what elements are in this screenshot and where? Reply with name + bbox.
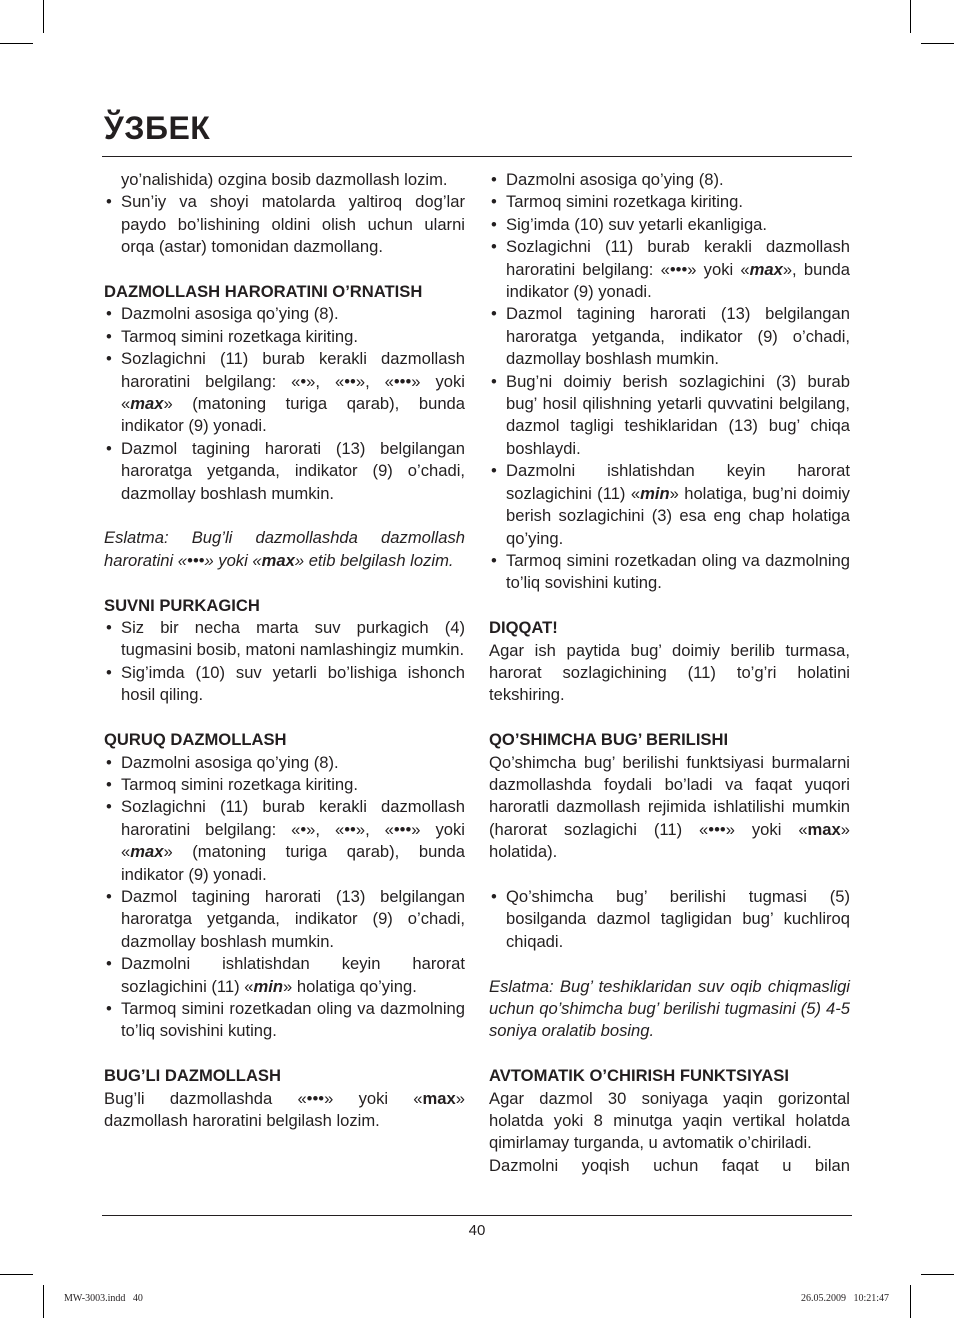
page-number: 40 [468, 1222, 486, 1239]
intro-list [104, 191, 465, 258]
section-heading-temperature: DAZMOLLASH HARORATINI O’RNATISH [104, 282, 423, 302]
paragraph: Agar ish paytida bug’ doimiy berilib turmasa, harorat sozlagichining (11) to’g’ri holatini tekshiring. [489, 640, 850, 705]
list-item: • Dazmolni ishlatishdan keyin harorat sozlagichini (11) «min» holatiga qo’ying. [104, 953, 465, 998]
list-item: • Tarmoq simini rozetkadan oling va dazmolning to’liq sovishini kuting. [489, 550, 850, 595]
crop-mark [0, 43, 33, 44]
section-heading-attention: DIQQAT! [489, 618, 558, 638]
paragraph: Bug’li dazmollashda «•••» yoki «max» dazmollash haroratini belgilash lozim. [104, 1088, 465, 1130]
section-heading-steam-ironing: BUG’LI DAZMOLLASH [104, 1066, 281, 1086]
extra-steam-list [489, 886, 850, 953]
list-item: • Tarmoq simini rozetkadan oling va dazmolning to’liq sovishini kuting. [104, 998, 465, 1043]
section-heading-dry-ironing: QURUQ DAZMOLLASH [104, 730, 287, 750]
list-item: • Tarmoq simini rozetkaga kiriting. [489, 191, 850, 213]
intro-continuation: yo’nalishida) ozgina bosib dazmollash lozim. [121, 170, 448, 189]
slug-file: MW-3003.indd 40 [64, 1293, 143, 1304]
list-item: • Siz bir necha marta suv purkagich (4) tugmasini bosib, matoni namlashingiz mumkin. [104, 617, 465, 662]
section-heading-extra-steam: QO’SHIMCHA BUG’ BERILISHI [489, 730, 729, 750]
paragraph: Dazmolni yoqish uchun faqat u bilan [489, 1155, 850, 1175]
footer-rule [102, 1215, 852, 1216]
crop-mark [0, 1274, 33, 1275]
left-column [104, 169, 465, 1132]
list-item: • Dazmolni asosiga qo’ying (8). [104, 303, 465, 325]
note: Eslatma: Bug’li dazmollashda dazmollash haroratini «•••» yoki «max» etib belgilash lozim. [104, 528, 465, 570]
list-item: • Sig’imda (10) suv yetarli bo’lishiga ishonch hosil qiling. [104, 662, 465, 707]
section-heading-auto-off: AVTOMATIK O’CHIRISH FUNKTSIYASI [489, 1066, 789, 1086]
sprayer-list [104, 617, 465, 707]
paragraph: Qo’shimcha bug’ berilishi funktsiyasi burmalarni dazmollashda foydali bo’ladi va faqat yuqori haroratli dazmollash rejimida ishlatilishi mumkin (harorat sozlagichi (11) «•••» yoki «max» holatida). [489, 752, 850, 862]
paragraph: Agar dazmol 30 soniyaga yaqin gorizontal holatda yoki 8 minutga yaqin vertikal holatda qimirlamay turganda, u avtomatik o’chiriladi. [489, 1088, 850, 1153]
crop-mark [910, 1285, 911, 1318]
crop-mark [43, 0, 44, 33]
list-item: • Sig’imda (10) suv yetarli ekanligiga. [489, 214, 850, 236]
list-item: • Dazmolni ishlatishdan keyin harorat sozlagichini (11) «min» holatiga, bug’ni doimiy berish sozlagichini (3) esa eng chap holatiga qo’ying. [489, 460, 850, 550]
crop-mark [43, 1285, 44, 1318]
list-item: • Tarmoq simini rozetkaga kiriting. [104, 774, 465, 796]
list-item: • Dazmolni asosiga qo’ying (8). [489, 169, 850, 191]
crop-mark [910, 0, 911, 33]
temperature-list [104, 303, 465, 505]
list-item: • Dazmol tagining harorati (13) belgilangan haroratga yetganda, indikator (9) o’chadi, dazmollay boshlash mumkin. [104, 438, 465, 505]
list-item: • Sozlagichni (11) burab kerakli dazmollash haroratini belgilang: «•••» yoki «max», bunda indikator (9) yonadi. [489, 236, 850, 303]
header-rule [102, 156, 852, 157]
list-item: • Sozlagichni (11) burab kerakli dazmollash haroratini belgilang: «•», «••», «•••» yoki «max» (matoning turiga qarab), bunda indikator (9) yonadi. [104, 348, 465, 438]
list-item: • Dazmol tagining harorati (13) belgilangan haroratga yetganda, indikator (9) o’chadi, dazmollay boshlash mumkin. [104, 886, 465, 953]
list-item: • Sozlagichni (11) burab kerakli dazmollash haroratini belgilang: «•», «••», «•••» yoki «max» (matoning turiga qarab), bunda indikator (9) yonadi. [104, 796, 465, 886]
note: Eslatma: Bug’ teshiklaridan suv oqib chiqmasligi uchun qo’shimcha bug’ berilishi tugmasini (5) 4-5 soniya oralatib bosing. [489, 976, 850, 1041]
list-item: • Qo’shimcha bug’ berilishi tugmasi (5) bosilganda dazmol tagligidan bug’ kuchliroq chiqadi. [489, 886, 850, 953]
list-item: • Dazmol tagining harorati (13) belgilangan haroratga yetganda, indikator (9) o’chadi, dazmollay boshlash mumkin. [489, 303, 850, 370]
right-column [489, 169, 850, 1177]
crop-mark [921, 43, 954, 44]
list-item: • Tarmoq simini rozetkaga kiriting. [104, 326, 465, 348]
list-item: • Sun’iy va shoyi matolarda yaltiroq dog’lar paydo bo’lishining oldini olish uchun ularni orqa (astar) tomonidan dazmollang. [104, 191, 465, 258]
slug-date: 26.05.2009 10:21:47 [800, 1293, 889, 1304]
list-item: • Bug’ni doimiy berish sozlagichini (3) burab bug’ hosil qilishning yetarli quvvatini belgilang, dazmol tagligi teshiklaridan (13) bug’ chiqa boshlaydi. [489, 371, 850, 461]
dry-ironing-list [104, 752, 465, 1043]
section-heading-sprayer: SUVNI PURKAGICH [104, 595, 260, 615]
steam-list [489, 169, 850, 595]
page-title: ЎЗБЕК [104, 110, 211, 146]
list-item: • Dazmolni asosiga qo’ying (8). [104, 752, 465, 774]
crop-mark [921, 1274, 954, 1275]
